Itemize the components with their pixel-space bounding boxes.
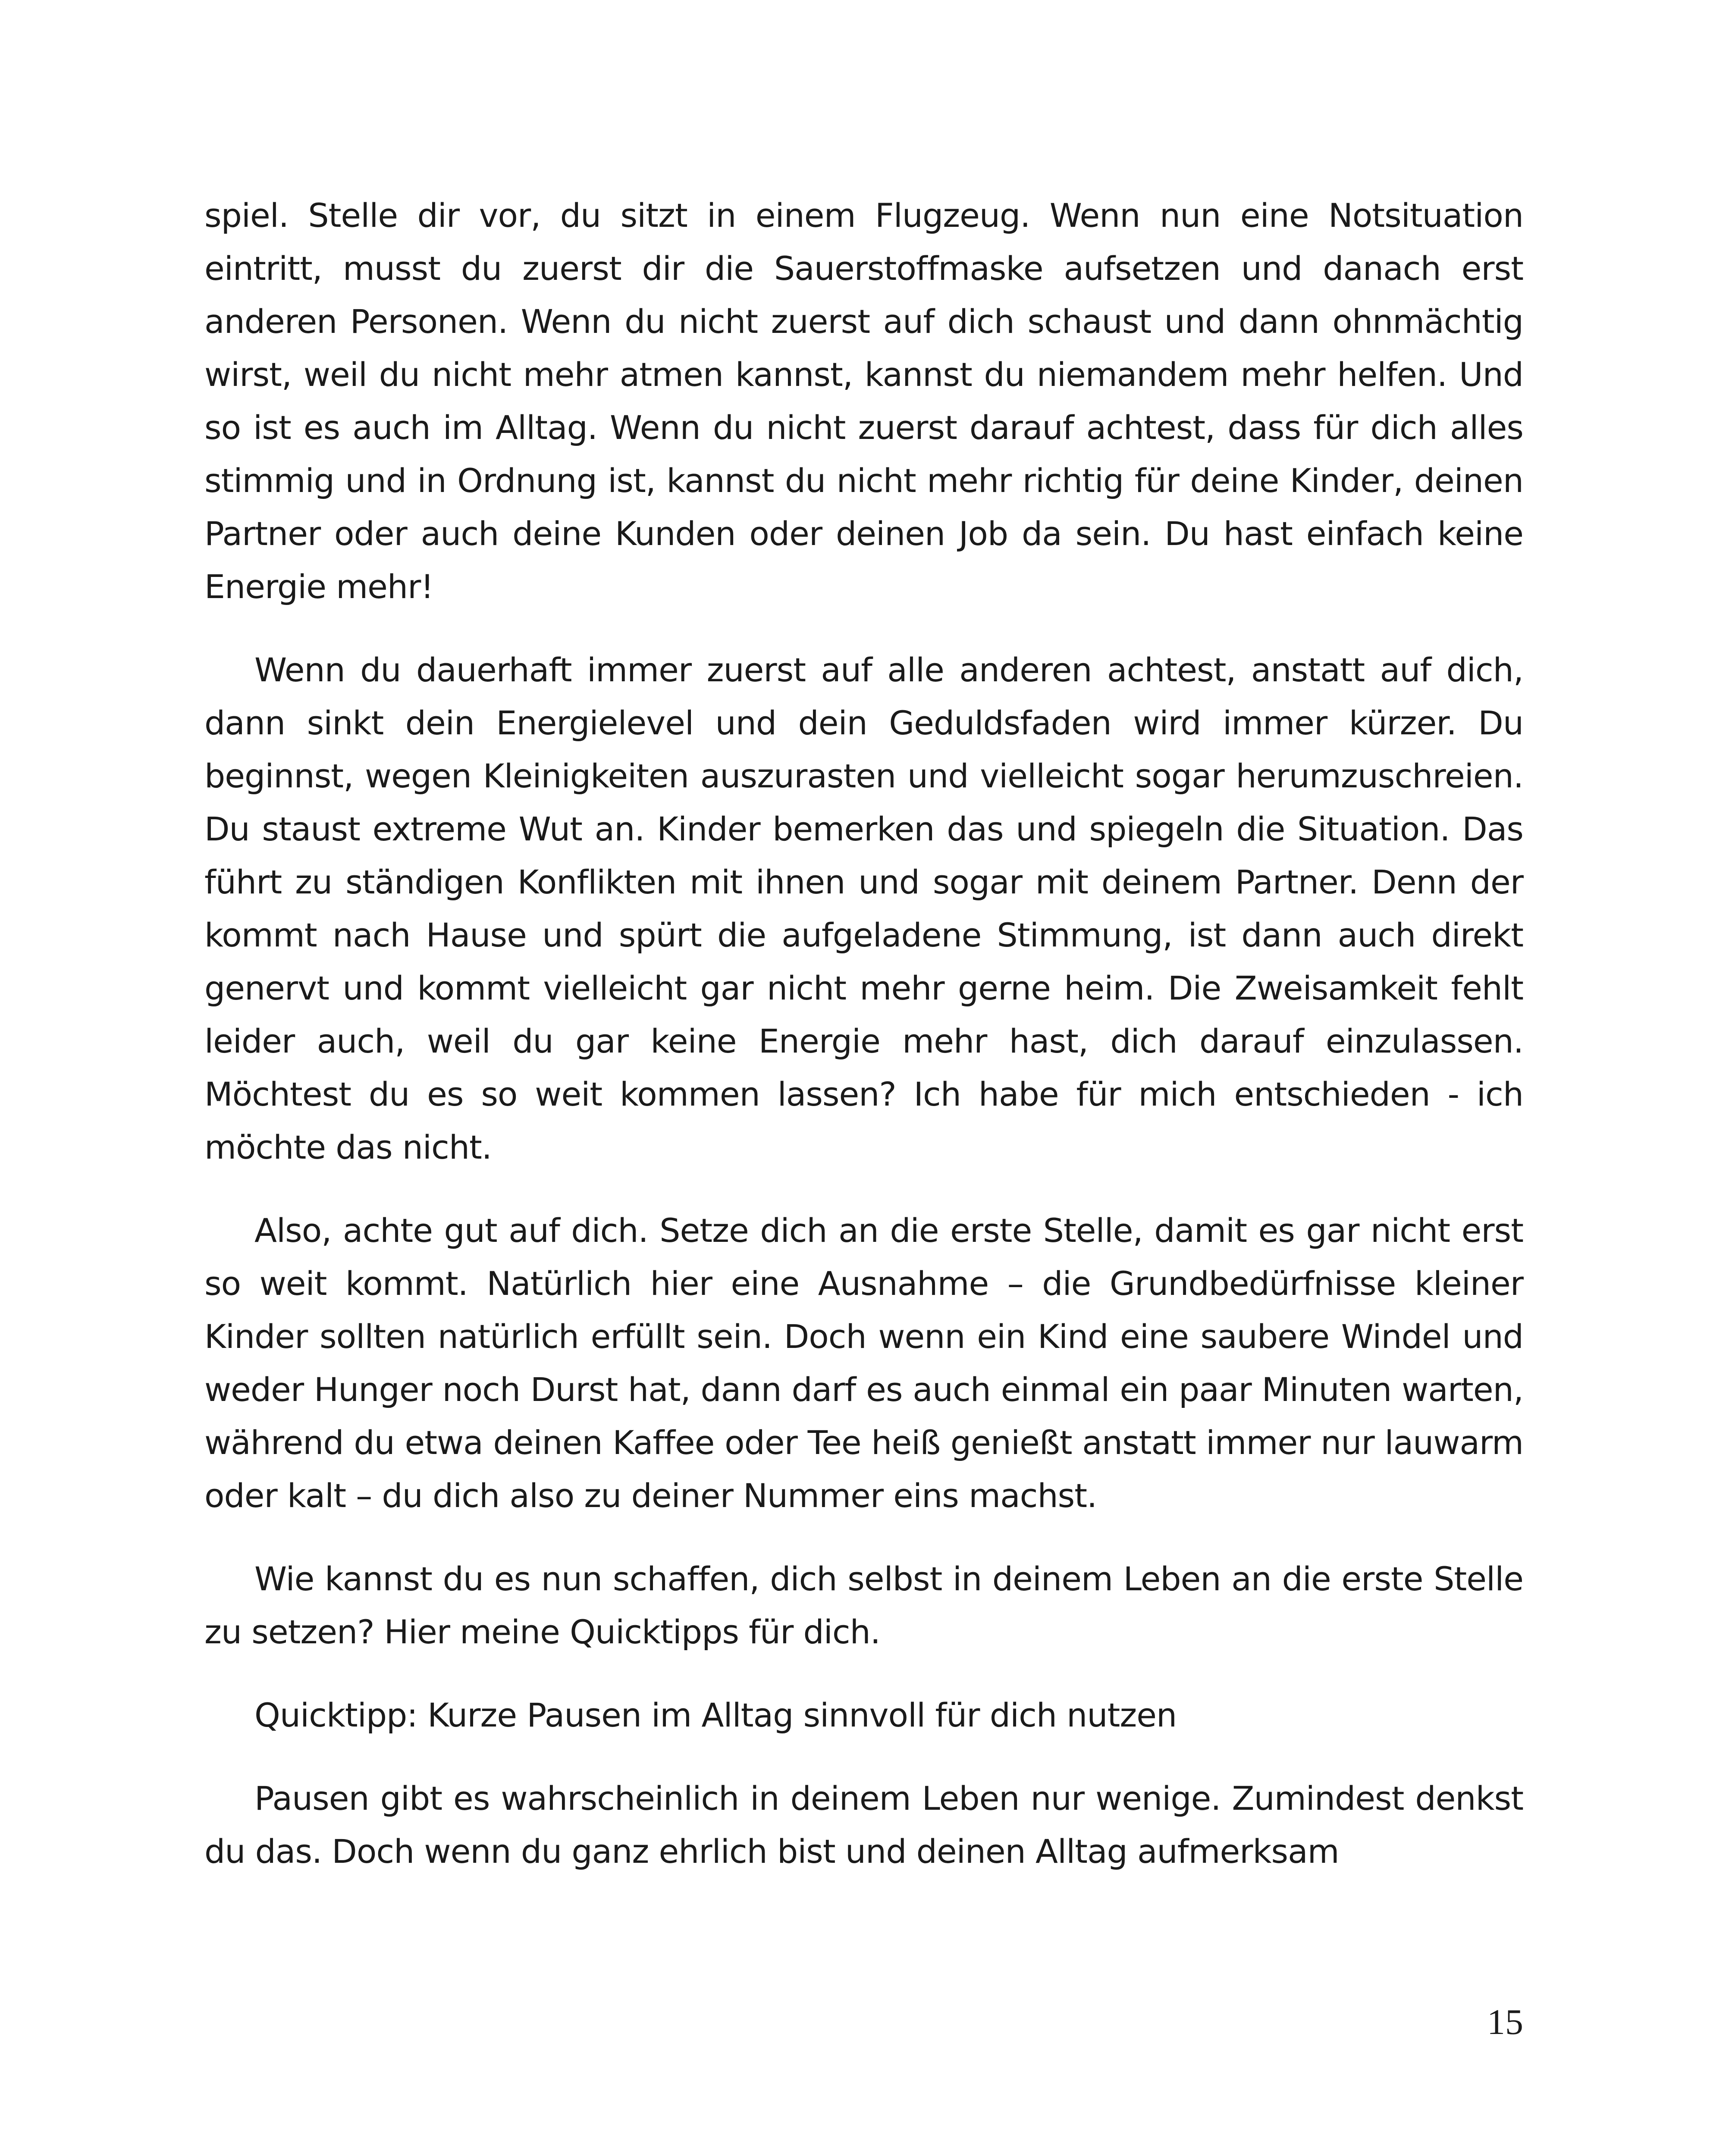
paragraph-continuation: spiel. Stelle dir vor, du sitzt in einem Flugzeug. Wenn nun eine Notsituation eintritt, musst du zuerst dir die Sauerstoffmaske aufsetzen und danach erst anderen Personen. Wenn du nicht zuerst auf dich schaust und dann ohnmächtig wirst, weil du nicht mehr atmen kannst, kannst du niemandem mehr helfen. Und so ist es auch im Alltag. Wenn du nicht zuerst darauf achtest, dass für dich alles stimmig und in Ordnung ist, kannst du nicht mehr richtig für deine Kinder, deinen Partner oder auch deine Kunden oder deinen Job da sein. Du hast einfach keine Energie mehr! xyxy=(204,196,1523,606)
page-number: 15 xyxy=(1487,2002,1523,2042)
paragraph-question: Wie kannst du es nun schaffen, dich selbst in deinem Leben an die erste Stelle zu setzen? Hier meine Quicktipps für dich. xyxy=(204,1560,1523,1651)
paragraph-pauses: Pausen gibt es wahrscheinlich in deinem Leben nur wenige. Zumindest denkst du das. Doch wenn du ganz ehrlich bist und deinen Alltag aufmerksam xyxy=(204,1779,1523,1871)
quicktip-heading: Quicktipp: Kurze Pausen im Alltag sinnvoll für dich nutzen xyxy=(254,1696,1177,1734)
paragraph-take-care: Also, achte gut auf dich. Setze dich an die erste Stelle, damit es gar nicht erst so weit kommt. Natürlich hier eine Ausnahme – die Grundbedürfnisse kleiner Kinder sollten natürlich erfüllt sein. Doch wenn ein Kind eine saubere Windel und weder Hunger noch Durst hat, dann darf es auch einmal ein paar Minuten warten, während du etwa deinen Kaffee oder Tee heiß genießt anstatt immer nur lauwarm oder kalt – du dich also zu deiner Nummer eins machst. xyxy=(204,1211,1523,1515)
paragraph-energy-level: Wenn du dauerhaft immer zuerst auf alle anderen achtest, anstatt auf dich, dann sinkt dein Energielevel und dein Geduldsfaden wird immer kürzer. Du beginnst, wegen Kleinigkeiten auszurasten und vielleicht sogar herumzuschreien. Du staust extreme Wut an. Kinder bemerken das und spiegeln die Situation. Das führt zu ständigen Konflikten mit ihnen und sogar mit deinem Partner. Denn der kommt nach Hause und spürt die aufgeladene Stimmung, ist dann auch direkt genervt und kommt vielleicht gar nicht mehr gerne heim. Die Zweisamkeit fehlt leider auch, weil du gar keine Energie mehr hast, dich darauf einzulassen. Möchtest du es so weit kommen lassen? Ich habe für mich entschieden - ich möchte das nicht. xyxy=(204,651,1523,1166)
body-text xyxy=(204,189,1523,1908)
